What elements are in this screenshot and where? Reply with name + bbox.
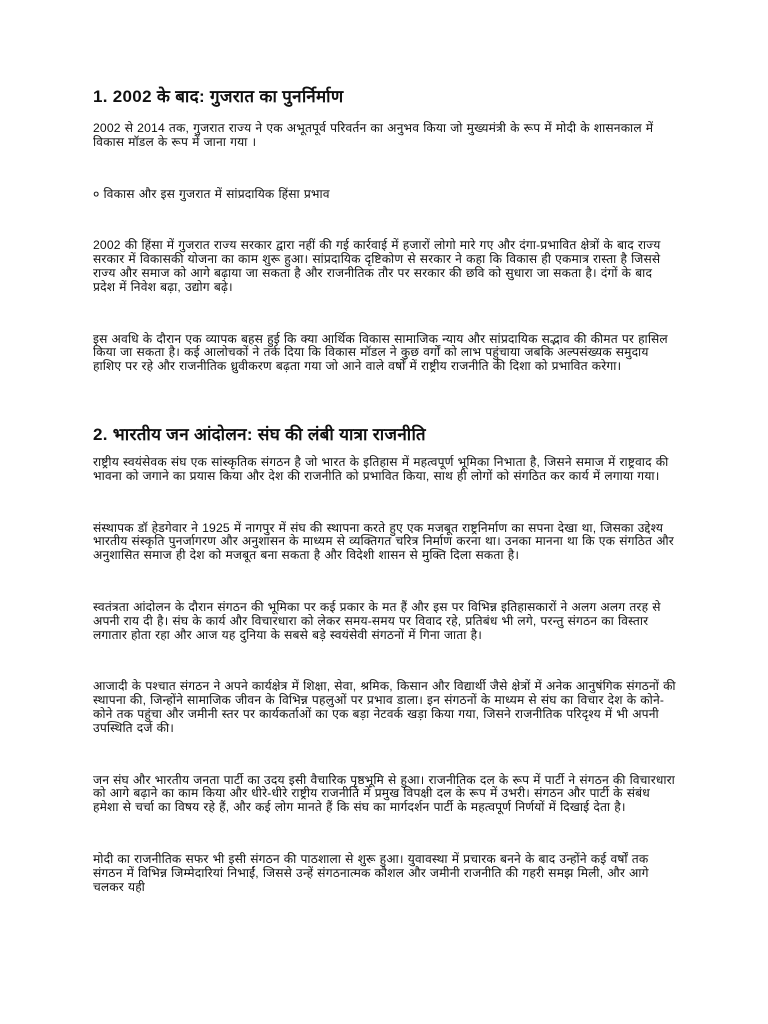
paragraph: मोदी का राजनीतिक सफर भी इसी संगठन की पाठशाला से शुरू हुआ। युवावस्था में प्रचारक बनने के बाद उन्होंने कई वर्षों तक संगठन में विभिन्न जिम्मेदारियां निभाईं, जिससे उन्हें संगठनात्मक कौशल और जमीनी राजनीति की गहरी समझ मिली, और आगे चलकर यही — [93, 851, 649, 894]
section-gujarat-after-2002 — [93, 86, 676, 374]
paragraph: स्वतंत्रता आंदोलन के दौरान संगठन की भूमिका पर कई प्रकार के मत हैं और इस पर विभिन्न इतिहासकारों ने अलग अलग तरह से अपनी राय दी है। संघ के कार्य और विचारधारा को लेकर समय-समय पर विवाद रहे, प्रतिबंध भी लगे, परन्तु संगठन का विस्तार लगातार होता रहा और आज यह दुनिया के सबसे बड़े स्वयंसेवी संगठनों में गिना जाता है। — [93, 599, 661, 642]
section-sangh-journey — [93, 424, 676, 894]
paragraph: 2002 से 2014 तक, गुजरात राज्य ने एक अभूतपूर्व परिवर्तन का अनुभव किया जो मुख्यमंत्री के रूप में मोदी के शासनकाल में विकास मॉडल के रूप में जाना गया । — [93, 121, 654, 149]
paragraph: 2002 की हिंसा में गुजरात राज्य सरकार द्वारा नहीं की गई कार्रवाई में हजारों लोगो मारे गए और दंगा-प्रभावित क्षेत्रों के बाद राज्य सरकार में विकासकी योजना का काम शुरू हुआ। सांप्रदायिक दृष्टिकोण से सरकार ने कहा कि विकास ही एकमात्र रास्ता है जिससे राज्य और समाज को आगे बढ़ाया जा सकता है और राजनीतिक तौर पर सरकार की छवि को सुधारा जा सकता है। दंगों के बाद प्रदेश में निवेश बढ़ा, उद्योग बढ़े। — [93, 238, 661, 294]
paragraph: जन संघ और भारतीय जनता पार्टी का उदय इसी वैचारिक पृष्ठभूमि से हुआ। राजनीतिक दल के रूप में पार्टी ने संगठन की विचारधारा को आगे बढ़ाने का काम किया और धीरे-धीरे राष्ट्रीय राजनीति में प्रमुख विपक्षी दल के रूप में उभरी। संगठन और पार्टी के संबंध हमेशा से चर्चा का विषय रहे हैं, और कई लोग मानते हैं कि संघ का मार्गदर्शन पार्टी के महत्वपूर्ण निर्णयों में दिखाई देता है। — [93, 772, 675, 815]
paragraph: ० विकास और इस गुजरात में सांप्रदायिक हिंसा प्रभाव — [93, 186, 330, 201]
paragraph: आजादी के पश्चात संगठन ने अपने कार्यक्षेत्र में शिक्षा, सेवा, श्रमिक, किसान और विद्यार्थी जैसे क्षेत्रों में अनेक आनुषंगिक संगठनों की स्थापना की, जिन्होंने सामाजिक जीवन के विभिन्न पहलुओं पर प्रभाव डाला। इन संगठनों के माध्यम से संघ का विचार देश के कोने-कोने तक पहुंचा और जमीनी स्तर पर कार्यकर्ताओं का एक बड़ा नेटवर्क खड़ा किया गया, जिसने राजनीतिक परिदृश्य में भी अपनी उपस्थिति दर्ज की। — [93, 679, 676, 735]
paragraph: संस्थापक डॉ हेडगेवार ने 1925 में नागपुर में संघ की स्थापना करते हुए एक मजबूत राष्ट्रनिर्माण का सपना देखा था, जिसका उद्देश्य भारतीय संस्कृति पुनर्जागरण और अनुशासन के माध्यम से व्यक्तिगत चरित्र निर्माण करना था। उनका मानना था कि एक संगठित और अनुशासित समाज ही देश को मजबूत बना सकता है और विदेशी शासन से मुक्ति दिला सकता है। — [93, 520, 674, 563]
section-heading: 2. भारतीय जन आंदोलन: संघ की लंबी यात्रा राजनीति — [93, 424, 426, 444]
paragraph: इस अवधि के दौरान एक व्यापक बहस हुई कि क्या आर्थिक विकास सामाजिक न्याय और सांप्रदायिक सद्भाव की कीमत पर हासिल किया जा सकता है। कई आलोचकों ने तर्क दिया कि विकास मॉडल ने कुछ वर्गों को लाभ पहुंचाया जबकि अल्पसंख्यक समुदाय हाशिए पर रहे और राजनीतिक ध्रुवीकरण बढ़ता गया जो आने वाले वर्षों में राष्ट्रीय राजनीति की दिशा को प्रभावित करेगा। — [93, 331, 668, 374]
section-heading: 1. 2002 के बाद: गुजरात का पुनर्निर्माण — [93, 87, 344, 106]
paragraph: राष्ट्रीय स्वयंसेवक संघ एक सांस्कृतिक संगठन है जो भारत के इतिहास में महत्वपूर्ण भूमिका निभाता है, जिसने समाज में राष्ट्रवाद की भावना को जगाने का प्रयास किया और देश की राजनीति को प्रभावित किया, साथ ही लोगों को संगठित कर कार्य में लगाया गया। — [93, 454, 669, 483]
